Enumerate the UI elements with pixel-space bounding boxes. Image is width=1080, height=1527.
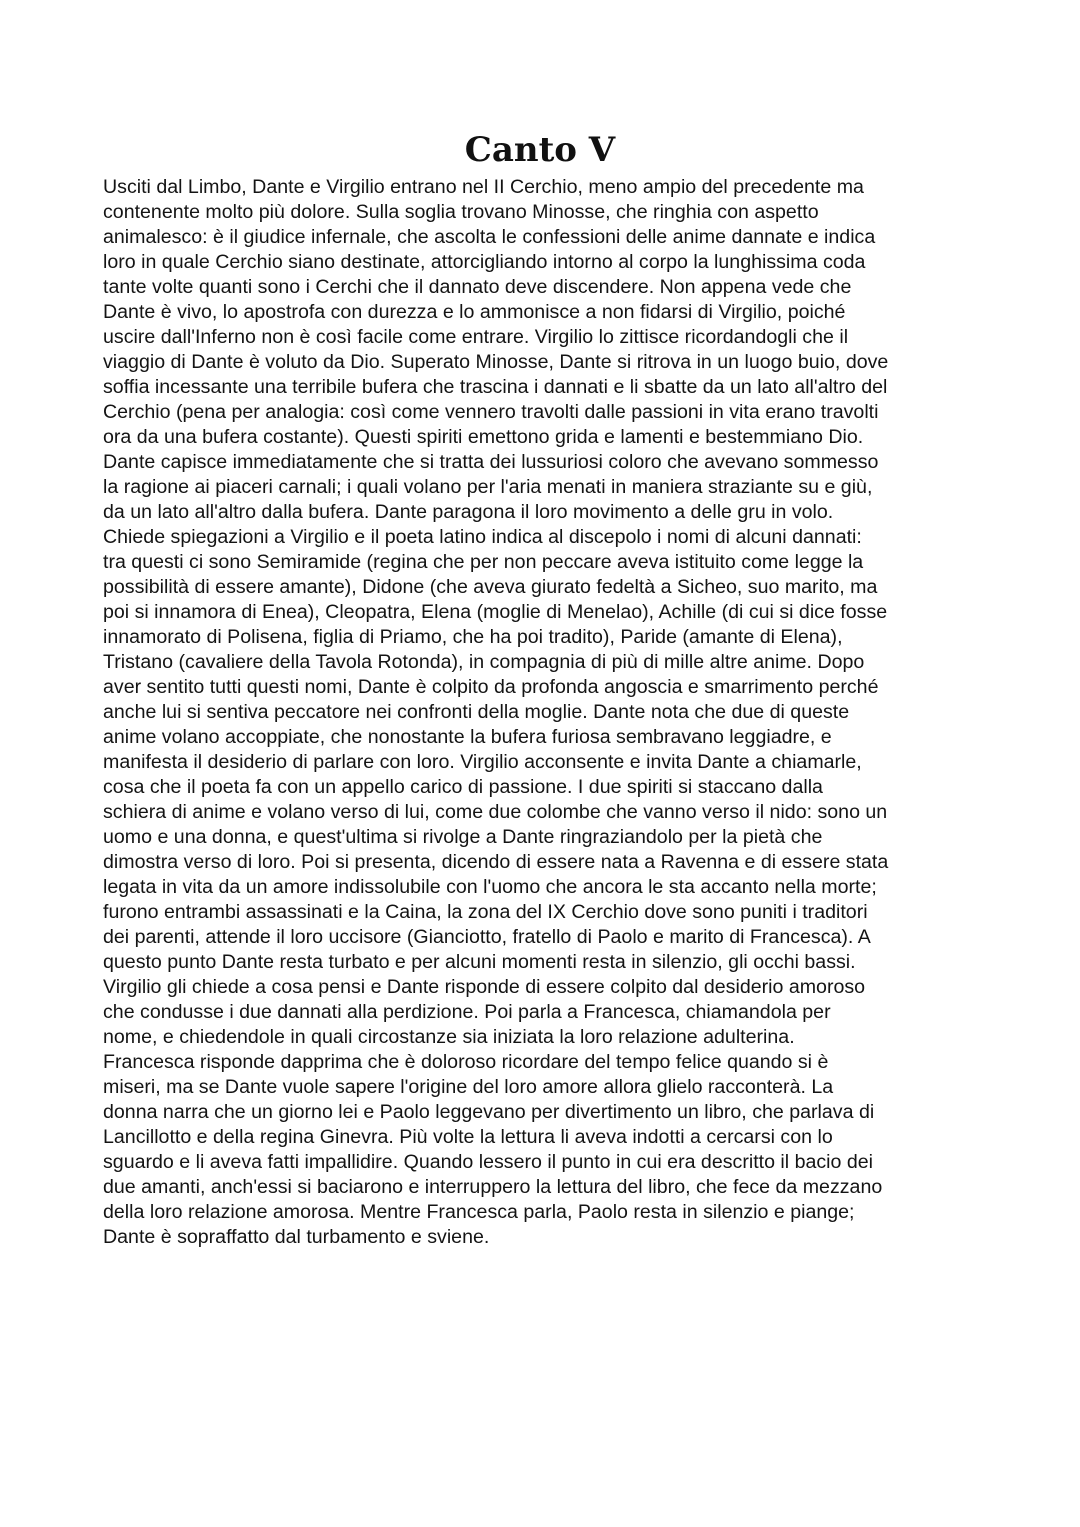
text-line: anime volano accoppiate, che nonostante la bufera furiosa sembravano leggiadre, e <box>103 726 832 748</box>
text-line: Dante è vivo, lo apostrofa con durezza e lo ammonisce a non fidarsi di Virgilio, poiché <box>103 301 846 323</box>
text-line: miseri, ma se Dante vuole sapere l'origine del loro amore allora glielo racconterà. La <box>103 1076 834 1098</box>
text-line: uscire dall'Inferno non è così facile come entrare. Virgilio lo zittisce ricordandogli che il <box>103 326 849 348</box>
text-line: innamorato di Polisena, figlia di Priamo, che ha poi tradito), Paride (amante di Elena), <box>103 626 843 648</box>
text-line: Francesca risponde dapprima che è doloroso ricordare del tempo felice quando si è <box>103 1051 829 1073</box>
text-line: sguardo e li aveva fatti impallidire. Quando lessero il punto in cui era descritto il bacio dei <box>103 1151 874 1173</box>
text-line: Chiede spiegazioni a Virgilio e il poeta latino indica al discepolo i nomi di alcuni dannati: <box>103 526 862 548</box>
text-line: tra questi ci sono Semiramide (regina che per non peccare aveva istituito come legge la <box>103 551 864 573</box>
text-line: nome, e chiedendole in quali circostanze sia iniziata la loro relazione adulterina. <box>103 1026 795 1048</box>
text-line: la ragione ai piaceri carnali; i quali volano per l'aria menati in maniera straziante su e giù, <box>103 476 873 498</box>
text-line: della loro relazione amorosa. Mentre Francesca parla, Paolo resta in silenzio e piange; <box>103 1201 855 1223</box>
text-line: aver sentito tutti questi nomi, Dante è colpito da profonda angoscia e smarrimento perché <box>103 676 879 698</box>
body-paragraph <box>103 175 983 1250</box>
text-line: contenente molto più dolore. Sulla soglia trovano Minosse, che ringhia con aspetto <box>103 201 819 223</box>
text-line: Lancillotto e della regina Ginevra. Più volte la lettura li aveva indotti a cercarsi con lo <box>103 1126 833 1148</box>
text-line: Virgilio gli chiede a cosa pensi e Dante risponde di essere colpito dal desiderio amoroso <box>103 976 866 998</box>
text-line: due amanti, anch'essi si baciarono e interruppero la lettura del libro, che fece da mezzano <box>103 1176 883 1198</box>
text-line: manifesta il desiderio di parlare con loro. Virgilio acconsente e invita Dante a chiamarle, <box>103 751 862 773</box>
text-line: Cerchio (pena per analogia: così come vennero travolti dalle passioni in vita erano travolti <box>103 401 879 423</box>
text-line: questo punto Dante resta turbato e per alcuni momenti resta in silenzio, gli occhi bassi. <box>103 951 856 973</box>
text-line: schiera di anime e volano verso di lui, come due colombe che vanno verso il nido: sono un <box>103 801 888 823</box>
text-line: da un lato all'altro dalla bufera. Dante paragona il loro movimento a delle gru in volo. <box>103 501 834 523</box>
text-line: Usciti dal Limbo, Dante e Virgilio entrano nel II Cerchio, meno ampio del precedente ma <box>103 176 864 198</box>
text-line: uomo e una donna, e quest'ultima si rivolge a Dante ringraziandolo per la pietà che <box>103 826 823 848</box>
text-line: possibilità di essere amante), Didone (che aveva giurato fedeltà a Sicheo, suo marito, ma <box>103 576 878 598</box>
text-line: legata in vita da un amore indissolubile con l'uomo che ancora le sta accanto nella morte; <box>103 876 877 898</box>
text-line: loro in quale Cerchio siano destinate, attorcigliando intorno al corpo la lunghissima coda <box>103 251 866 273</box>
text-line: ora da una bufera costante). Questi spiriti emettono grida e lamenti e bestemmiano Dio. <box>103 426 864 448</box>
text-line: poi si innamora di Enea), Cleopatra, Elena (moglie di Menelao), Achille (di cui si dice fosse <box>103 601 888 623</box>
text-line: Tristano (cavaliere della Tavola Rotonda), in compagnia di più di mille altre anime. Dopo <box>103 651 865 673</box>
page-title: Canto V <box>464 130 616 170</box>
text-line: soffia incessante una terribile bufera che trascina i dannati e li sbatte da un lato all'altro del <box>103 376 888 398</box>
text-line: viaggio di Dante è voluto da Dio. Superato Minosse, Dante si ritrova in un luogo buio, dove <box>103 351 889 373</box>
text-line: Dante capisce immediatamente che si tratta dei lussuriosi coloro che avevano sommesso <box>103 451 879 473</box>
text-line: Dante è sopraffatto dal turbamento e sviene. <box>103 1226 490 1248</box>
text-line: tante volte quanti sono i Cerchi che il dannato deve discendere. Non appena vede che <box>103 276 852 298</box>
text-line: dei parenti, attende il loro uccisore (Gianciotto, fratello di Paolo e marito di Francesca). A <box>103 926 871 948</box>
text-line: furono entrambi assassinati e la Caina, la zona del IX Cerchio dove sono puniti i traditori <box>103 901 868 923</box>
text-line: dimostra verso di loro. Poi si presenta, dicendo di essere nata a Ravenna e di essere stata <box>103 851 889 873</box>
text-line: che condusse i due dannati alla perdizione. Poi parla a Francesca, chiamandola per <box>103 1001 831 1023</box>
text-line: anche lui si sentiva peccatore nei confronti della moglie. Dante nota che due di queste <box>103 701 850 723</box>
text-line: donna narra che un giorno lei e Paolo leggevano per divertimento un libro, che parlava di <box>103 1101 875 1123</box>
text-line: cosa che il poeta fa con un appello carico di passione. I due spiriti si staccano dalla <box>103 776 823 798</box>
text-line: animalesco: è il giudice infernale, che ascolta le confessioni delle anime dannate e indica <box>103 226 876 248</box>
